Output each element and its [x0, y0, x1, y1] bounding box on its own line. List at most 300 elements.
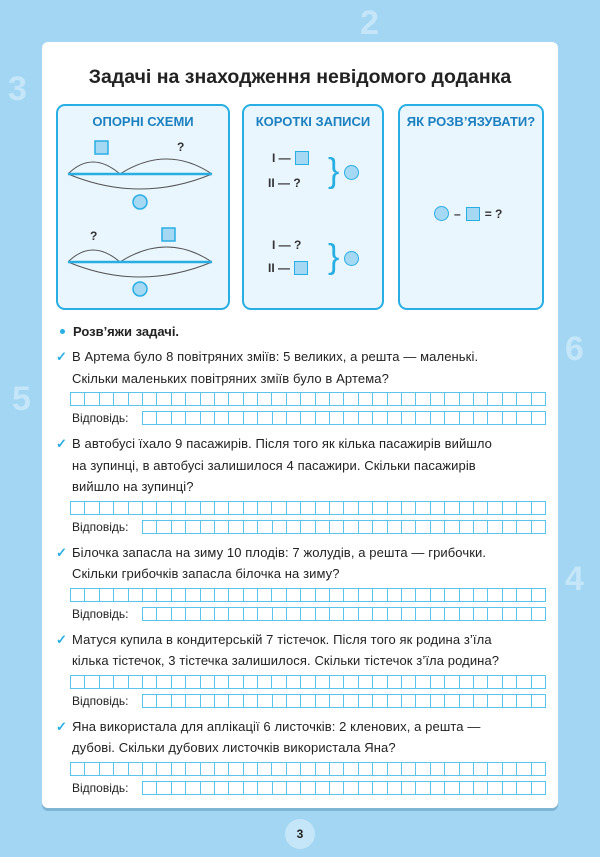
grid-cell[interactable] — [358, 392, 372, 406]
grid-cell[interactable] — [430, 392, 444, 406]
grid-cell[interactable] — [300, 588, 314, 602]
grid-cell[interactable] — [243, 392, 257, 406]
grid-cell[interactable] — [415, 675, 429, 689]
grid-cell[interactable] — [214, 520, 228, 534]
grid-cell[interactable] — [516, 588, 530, 602]
grid-cell[interactable] — [329, 781, 343, 795]
grid-cell[interactable] — [401, 520, 415, 534]
grid-cell[interactable] — [142, 588, 156, 602]
grid-cell[interactable] — [200, 675, 214, 689]
grid-cell[interactable] — [502, 607, 516, 621]
grid-cell[interactable] — [444, 411, 458, 425]
grid-cell[interactable] — [156, 392, 170, 406]
grid-cell[interactable] — [531, 607, 546, 621]
grid-cell[interactable] — [156, 411, 170, 425]
grid-cell[interactable] — [286, 675, 300, 689]
grid-cell[interactable] — [487, 411, 501, 425]
grid-cell[interactable] — [99, 501, 113, 515]
grid-cell[interactable] — [387, 520, 401, 534]
grid-cell[interactable] — [142, 694, 156, 708]
grid-cell[interactable] — [387, 762, 401, 776]
grid-cell[interactable] — [343, 607, 357, 621]
grid-cell[interactable] — [286, 588, 300, 602]
grid-cell[interactable] — [243, 694, 257, 708]
grid-cell[interactable] — [415, 411, 429, 425]
grid-cell[interactable] — [459, 520, 473, 534]
grid-cell[interactable] — [387, 588, 401, 602]
grid-cell[interactable] — [502, 694, 516, 708]
grid-cell[interactable] — [473, 520, 487, 534]
grid-cell[interactable] — [315, 501, 329, 515]
grid-cell[interactable] — [257, 781, 271, 795]
grid-cell[interactable] — [171, 392, 185, 406]
grid-cell[interactable] — [156, 762, 170, 776]
grid-cell[interactable] — [185, 762, 199, 776]
grid-cell[interactable] — [502, 392, 516, 406]
grid-cell[interactable] — [171, 520, 185, 534]
grid-cell[interactable] — [415, 520, 429, 534]
grid-cell[interactable] — [372, 762, 386, 776]
grid-cell[interactable] — [113, 392, 127, 406]
grid-cell[interactable] — [142, 411, 156, 425]
solution-grid[interactable] — [70, 392, 546, 406]
grid-cell[interactable] — [444, 392, 458, 406]
grid-cell[interactable] — [257, 411, 271, 425]
grid-cell[interactable] — [372, 675, 386, 689]
answer-grid[interactable] — [142, 694, 546, 708]
grid-cell[interactable] — [516, 781, 530, 795]
grid-cell[interactable] — [415, 392, 429, 406]
grid-cell[interactable] — [315, 411, 329, 425]
grid-cell[interactable] — [473, 694, 487, 708]
grid-cell[interactable] — [300, 762, 314, 776]
grid-cell[interactable] — [401, 501, 415, 515]
grid-cell[interactable] — [214, 694, 228, 708]
grid-cell[interactable] — [372, 588, 386, 602]
solution-grid[interactable] — [70, 588, 546, 602]
grid-cell[interactable] — [358, 588, 372, 602]
grid-cell[interactable] — [329, 520, 343, 534]
grid-cell[interactable] — [487, 694, 501, 708]
grid-cell[interactable] — [473, 392, 487, 406]
grid-cell[interactable] — [257, 694, 271, 708]
grid-cell[interactable] — [372, 520, 386, 534]
grid-cell[interactable] — [257, 392, 271, 406]
grid-cell[interactable] — [99, 762, 113, 776]
answer-grid[interactable] — [142, 781, 546, 795]
grid-cell[interactable] — [502, 762, 516, 776]
grid-cell[interactable] — [444, 694, 458, 708]
grid-cell[interactable] — [185, 501, 199, 515]
grid-cell[interactable] — [329, 762, 343, 776]
grid-cell[interactable] — [214, 392, 228, 406]
grid-cell[interactable] — [502, 675, 516, 689]
grid-cell[interactable] — [473, 411, 487, 425]
grid-cell[interactable] — [315, 762, 329, 776]
grid-cell[interactable] — [329, 411, 343, 425]
grid-cell[interactable] — [200, 392, 214, 406]
grid-cell[interactable] — [243, 411, 257, 425]
grid-cell[interactable] — [84, 762, 98, 776]
grid-cell[interactable] — [487, 675, 501, 689]
grid-cell[interactable] — [430, 411, 444, 425]
grid-cell[interactable] — [70, 588, 84, 602]
grid-cell[interactable] — [516, 762, 530, 776]
grid-cell[interactable] — [113, 501, 127, 515]
grid-cell[interactable] — [531, 781, 546, 795]
grid-cell[interactable] — [286, 411, 300, 425]
grid-cell[interactable] — [84, 675, 98, 689]
grid-cell[interactable] — [315, 694, 329, 708]
grid-cell[interactable] — [459, 675, 473, 689]
grid-cell[interactable] — [459, 781, 473, 795]
grid-cell[interactable] — [444, 520, 458, 534]
grid-cell[interactable] — [430, 588, 444, 602]
grid-cell[interactable] — [300, 520, 314, 534]
grid-cell[interactable] — [430, 781, 444, 795]
grid-cell[interactable] — [372, 607, 386, 621]
grid-cell[interactable] — [200, 781, 214, 795]
grid-cell[interactable] — [243, 520, 257, 534]
grid-cell[interactable] — [185, 588, 199, 602]
grid-cell[interactable] — [243, 675, 257, 689]
grid-cell[interactable] — [372, 392, 386, 406]
grid-cell[interactable] — [516, 501, 530, 515]
grid-cell[interactable] — [315, 520, 329, 534]
grid-cell[interactable] — [99, 588, 113, 602]
grid-cell[interactable] — [358, 411, 372, 425]
grid-cell[interactable] — [343, 762, 357, 776]
grid-cell[interactable] — [358, 762, 372, 776]
grid-cell[interactable] — [271, 501, 285, 515]
grid-cell[interactable] — [487, 588, 501, 602]
grid-cell[interactable] — [372, 501, 386, 515]
grid-cell[interactable] — [142, 781, 156, 795]
grid-cell[interactable] — [415, 694, 429, 708]
grid-cell[interactable] — [343, 392, 357, 406]
grid-cell[interactable] — [214, 675, 228, 689]
grid-cell[interactable] — [459, 411, 473, 425]
grid-cell[interactable] — [257, 501, 271, 515]
grid-cell[interactable] — [200, 762, 214, 776]
grid-cell[interactable] — [343, 588, 357, 602]
grid-cell[interactable] — [531, 411, 546, 425]
grid-cell[interactable] — [84, 501, 98, 515]
grid-cell[interactable] — [315, 392, 329, 406]
grid-cell[interactable] — [487, 392, 501, 406]
grid-cell[interactable] — [156, 588, 170, 602]
grid-cell[interactable] — [329, 501, 343, 515]
grid-cell[interactable] — [487, 762, 501, 776]
grid-cell[interactable] — [358, 607, 372, 621]
answer-grid[interactable] — [142, 411, 546, 425]
grid-cell[interactable] — [185, 392, 199, 406]
grid-cell[interactable] — [459, 607, 473, 621]
grid-cell[interactable] — [329, 694, 343, 708]
grid-cell[interactable] — [70, 762, 84, 776]
grid-cell[interactable] — [171, 762, 185, 776]
grid-cell[interactable] — [300, 392, 314, 406]
grid-cell[interactable] — [300, 694, 314, 708]
grid-cell[interactable] — [444, 607, 458, 621]
grid-cell[interactable] — [171, 588, 185, 602]
grid-cell[interactable] — [156, 694, 170, 708]
grid-cell[interactable] — [358, 781, 372, 795]
grid-cell[interactable] — [343, 411, 357, 425]
grid-cell[interactable] — [171, 501, 185, 515]
grid-cell[interactable] — [128, 762, 142, 776]
grid-cell[interactable] — [315, 781, 329, 795]
grid-cell[interactable] — [531, 588, 546, 602]
grid-cell[interactable] — [214, 411, 228, 425]
grid-cell[interactable] — [185, 411, 199, 425]
grid-cell[interactable] — [372, 694, 386, 708]
grid-cell[interactable] — [200, 411, 214, 425]
grid-cell[interactable] — [343, 694, 357, 708]
grid-cell[interactable] — [430, 520, 444, 534]
grid-cell[interactable] — [272, 694, 286, 708]
grid-cell[interactable] — [315, 588, 329, 602]
grid-cell[interactable] — [459, 762, 473, 776]
grid-cell[interactable] — [358, 501, 372, 515]
grid-cell[interactable] — [171, 675, 185, 689]
grid-cell[interactable] — [228, 762, 242, 776]
grid-cell[interactable] — [531, 501, 546, 515]
grid-cell[interactable] — [243, 607, 257, 621]
grid-cell[interactable] — [243, 781, 257, 795]
solution-grid[interactable] — [70, 501, 546, 515]
grid-cell[interactable] — [444, 675, 458, 689]
grid-cell[interactable] — [502, 520, 516, 534]
grid-cell[interactable] — [459, 392, 473, 406]
grid-cell[interactable] — [286, 392, 300, 406]
grid-cell[interactable] — [430, 607, 444, 621]
grid-cell[interactable] — [473, 501, 487, 515]
grid-cell[interactable] — [156, 675, 170, 689]
grid-cell[interactable] — [185, 607, 199, 621]
grid-cell[interactable] — [372, 411, 386, 425]
grid-cell[interactable] — [271, 588, 285, 602]
grid-cell[interactable] — [286, 762, 300, 776]
grid-cell[interactable] — [531, 520, 546, 534]
grid-cell[interactable] — [430, 675, 444, 689]
grid-cell[interactable] — [502, 588, 516, 602]
grid-cell[interactable] — [487, 520, 501, 534]
grid-cell[interactable] — [358, 694, 372, 708]
grid-cell[interactable] — [200, 520, 214, 534]
grid-cell[interactable] — [401, 607, 415, 621]
grid-cell[interactable] — [257, 607, 271, 621]
grid-cell[interactable] — [99, 392, 113, 406]
grid-cell[interactable] — [358, 520, 372, 534]
grid-cell[interactable] — [214, 781, 228, 795]
grid-cell[interactable] — [70, 501, 84, 515]
grid-cell[interactable] — [401, 588, 415, 602]
grid-cell[interactable] — [171, 411, 185, 425]
grid-cell[interactable] — [142, 520, 156, 534]
grid-cell[interactable] — [228, 675, 242, 689]
grid-cell[interactable] — [415, 607, 429, 621]
grid-cell[interactable] — [156, 607, 170, 621]
grid-cell[interactable] — [516, 392, 530, 406]
grid-cell[interactable] — [113, 675, 127, 689]
grid-cell[interactable] — [401, 392, 415, 406]
grid-cell[interactable] — [257, 762, 271, 776]
grid-cell[interactable] — [214, 588, 228, 602]
grid-cell[interactable] — [156, 520, 170, 534]
grid-cell[interactable] — [128, 675, 142, 689]
grid-cell[interactable] — [185, 520, 199, 534]
grid-cell[interactable] — [84, 588, 98, 602]
grid-cell[interactable] — [286, 520, 300, 534]
grid-cell[interactable] — [415, 588, 429, 602]
grid-cell[interactable] — [516, 607, 530, 621]
grid-cell[interactable] — [473, 781, 487, 795]
grid-cell[interactable] — [272, 781, 286, 795]
grid-cell[interactable] — [200, 588, 214, 602]
grid-cell[interactable] — [387, 694, 401, 708]
grid-cell[interactable] — [516, 520, 530, 534]
grid-cell[interactable] — [516, 694, 530, 708]
grid-cell[interactable] — [200, 607, 214, 621]
grid-cell[interactable] — [228, 520, 242, 534]
answer-grid[interactable] — [142, 607, 546, 621]
grid-cell[interactable] — [387, 392, 401, 406]
grid-cell[interactable] — [128, 588, 142, 602]
grid-cell[interactable] — [329, 392, 343, 406]
grid-cell[interactable] — [214, 607, 228, 621]
grid-cell[interactable] — [113, 762, 127, 776]
grid-cell[interactable] — [228, 781, 242, 795]
grid-cell[interactable] — [444, 781, 458, 795]
grid-cell[interactable] — [228, 588, 242, 602]
grid-cell[interactable] — [70, 392, 84, 406]
grid-cell[interactable] — [286, 607, 300, 621]
grid-cell[interactable] — [430, 694, 444, 708]
grid-cell[interactable] — [185, 675, 199, 689]
grid-cell[interactable] — [286, 694, 300, 708]
grid-cell[interactable] — [272, 520, 286, 534]
grid-cell[interactable] — [487, 781, 501, 795]
grid-cell[interactable] — [271, 762, 285, 776]
grid-cell[interactable] — [300, 781, 314, 795]
grid-cell[interactable] — [156, 501, 170, 515]
grid-cell[interactable] — [343, 501, 357, 515]
grid-cell[interactable] — [401, 675, 415, 689]
grid-cell[interactable] — [228, 392, 242, 406]
grid-cell[interactable] — [487, 607, 501, 621]
grid-cell[interactable] — [459, 588, 473, 602]
solution-grid[interactable] — [70, 762, 546, 776]
grid-cell[interactable] — [315, 675, 329, 689]
grid-cell[interactable] — [171, 607, 185, 621]
grid-cell[interactable] — [473, 762, 487, 776]
grid-cell[interactable] — [142, 675, 156, 689]
grid-cell[interactable] — [444, 762, 458, 776]
grid-cell[interactable] — [185, 694, 199, 708]
grid-cell[interactable] — [401, 411, 415, 425]
grid-cell[interactable] — [171, 781, 185, 795]
grid-cell[interactable] — [228, 694, 242, 708]
grid-cell[interactable] — [99, 675, 113, 689]
grid-cell[interactable] — [300, 675, 314, 689]
grid-cell[interactable] — [128, 501, 142, 515]
grid-cell[interactable] — [142, 762, 156, 776]
grid-cell[interactable] — [171, 694, 185, 708]
grid-cell[interactable] — [415, 501, 429, 515]
grid-cell[interactable] — [243, 588, 257, 602]
grid-cell[interactable] — [214, 501, 228, 515]
grid-cell[interactable] — [228, 501, 242, 515]
grid-cell[interactable] — [401, 694, 415, 708]
grid-cell[interactable] — [387, 781, 401, 795]
grid-cell[interactable] — [200, 501, 214, 515]
grid-cell[interactable] — [156, 781, 170, 795]
grid-cell[interactable] — [459, 694, 473, 708]
grid-cell[interactable] — [315, 607, 329, 621]
grid-cell[interactable] — [502, 781, 516, 795]
grid-cell[interactable] — [531, 694, 546, 708]
grid-cell[interactable] — [387, 675, 401, 689]
grid-cell[interactable] — [243, 501, 257, 515]
grid-cell[interactable] — [200, 694, 214, 708]
grid-cell[interactable] — [358, 675, 372, 689]
grid-cell[interactable] — [502, 411, 516, 425]
grid-cell[interactable] — [228, 607, 242, 621]
grid-cell[interactable] — [387, 501, 401, 515]
grid-cell[interactable] — [444, 501, 458, 515]
grid-cell[interactable] — [329, 588, 343, 602]
grid-cell[interactable] — [372, 781, 386, 795]
grid-cell[interactable] — [272, 411, 286, 425]
grid-cell[interactable] — [214, 762, 228, 776]
grid-cell[interactable] — [473, 588, 487, 602]
grid-cell[interactable] — [286, 501, 300, 515]
grid-cell[interactable] — [415, 781, 429, 795]
grid-cell[interactable] — [257, 588, 271, 602]
grid-cell[interactable] — [516, 675, 530, 689]
grid-cell[interactable] — [128, 392, 142, 406]
grid-cell[interactable] — [531, 392, 546, 406]
grid-cell[interactable] — [444, 588, 458, 602]
grid-cell[interactable] — [300, 411, 314, 425]
grid-cell[interactable] — [257, 520, 271, 534]
grid-cell[interactable] — [502, 501, 516, 515]
grid-cell[interactable] — [286, 781, 300, 795]
grid-cell[interactable] — [329, 675, 343, 689]
grid-cell[interactable] — [272, 607, 286, 621]
solution-grid[interactable] — [70, 675, 546, 689]
grid-cell[interactable] — [329, 607, 343, 621]
grid-cell[interactable] — [84, 392, 98, 406]
grid-cell[interactable] — [257, 675, 271, 689]
grid-cell[interactable] — [473, 675, 487, 689]
grid-cell[interactable] — [243, 762, 257, 776]
grid-cell[interactable] — [300, 501, 314, 515]
answer-grid[interactable] — [142, 520, 546, 534]
grid-cell[interactable] — [531, 762, 546, 776]
grid-cell[interactable] — [70, 675, 84, 689]
grid-cell[interactable] — [473, 607, 487, 621]
grid-cell[interactable] — [271, 675, 285, 689]
grid-cell[interactable] — [300, 607, 314, 621]
grid-cell[interactable] — [113, 588, 127, 602]
grid-cell[interactable] — [142, 607, 156, 621]
grid-cell[interactable] — [185, 781, 199, 795]
grid-cell[interactable] — [401, 781, 415, 795]
grid-cell[interactable] — [142, 501, 156, 515]
grid-cell[interactable] — [516, 411, 530, 425]
